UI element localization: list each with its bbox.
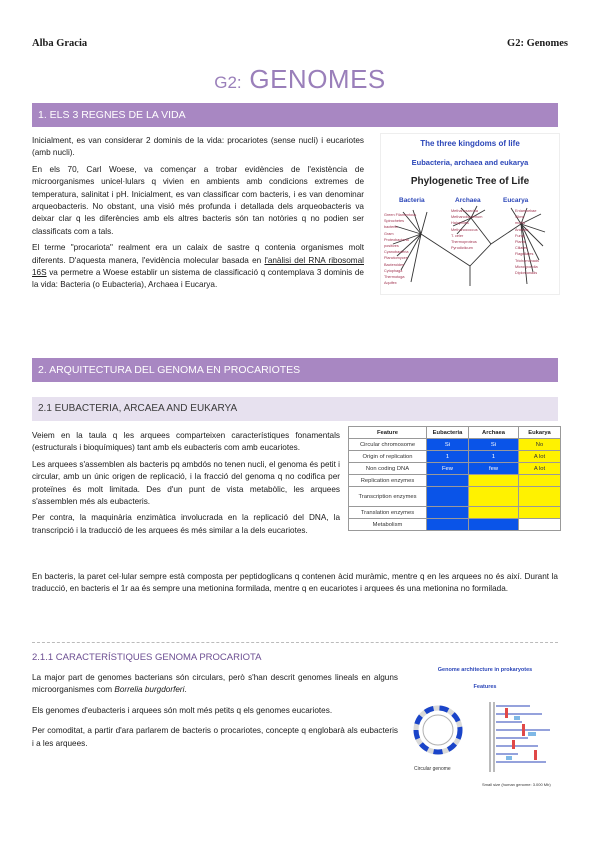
cell (427, 507, 469, 519)
cell: Non coding DNA (349, 463, 427, 475)
s2-paragraph-2: Les arquees s'assemblen als bacteris pq ambdós no tenen nucli, el genoma és petit i circular, amb un únic origen de replicació, i la fracció del genoma q no codifica per proteïnes és molt limitada. Des d'un punt de vista metabòlic, les arquees s'assemblen més als eubacteris. (32, 459, 340, 507)
taxon: Ciliates (515, 246, 528, 251)
taxon: Cyanobacteria (384, 250, 409, 255)
divider (32, 642, 558, 643)
taxon: Flagellates (515, 252, 534, 257)
cell: Origin of replication (349, 451, 427, 463)
header-topic: G2: Genomes (507, 38, 568, 49)
fig2-circular-label: Circular genome (414, 766, 451, 772)
taxon: Aquifex (384, 281, 397, 286)
section-2-text (32, 430, 340, 537)
table-row (349, 451, 561, 463)
cell: Metabolism (349, 519, 427, 531)
s1-p3-start: El terme "procariota" realment era un calaix de sastre q contenia organismes molt diferents. D'aquesta manera, l'evidència molecular basada en (32, 243, 364, 265)
taxon: molds (515, 221, 526, 226)
fig1-subtitle: Eubacteria, archaea and eukarya (411, 158, 529, 167)
taxon: Microsporidia (515, 264, 538, 269)
cell: Si (427, 439, 469, 451)
cell (427, 519, 469, 531)
bacteria-taxa (384, 212, 444, 286)
cell: Replication enzymes (349, 475, 427, 487)
cell: Few (427, 463, 469, 475)
cell: Transcription enzymes (349, 487, 427, 507)
cell: No (519, 439, 561, 451)
taxon: Proteobacteria (384, 237, 409, 242)
taxon: positives (384, 244, 399, 249)
archaea-taxa (451, 208, 495, 251)
table-row (349, 439, 561, 451)
cell: A lot (519, 463, 561, 475)
cell: A lot (519, 451, 561, 463)
taxon: Spirochetes (384, 219, 405, 224)
taxon: Diplomonads (515, 271, 538, 276)
fig1-title: The three kingdoms of life (420, 139, 520, 148)
taxon: Methanococcus (451, 227, 478, 232)
taxon: Thermoproteus (451, 240, 477, 245)
fig2-features: Features (473, 684, 497, 690)
section-2-1-1-text (32, 672, 398, 750)
section-2-1-heading: 2.1 EUBACTERIA, ARCAEA AND EUKARYA (32, 397, 558, 421)
taxon: Gram (384, 231, 394, 236)
taxon: Fungi (515, 233, 525, 238)
cell: Circular chromosome (349, 439, 427, 451)
title-main: GENOMES (249, 64, 386, 94)
s3-paragraph-3: Per comoditat, a partir d'ara parlarem de bacteris o procariotes, concepte q englobarà als eubacteris i a les arquees. (32, 726, 398, 748)
cell (469, 507, 519, 519)
s2-paragraph-4: En bacteris, la paret cel·lular sempre està composta per peptidoglicans q contenen àcid muràmic, mentre q en les arquees no és així. Durant la traducció, en bacteris el 1r aa és sempre una metionina formilada, mentre q en eucariotes i arquees és una metionina no formilada. (32, 572, 558, 594)
cell (469, 475, 519, 487)
s3-paragraph-2: Els genomes d'eubacteris i arquees són molt més petits q els genomes eucariotes. (32, 705, 333, 715)
col-header: Feature (349, 427, 427, 439)
table-row (349, 507, 561, 519)
genome-diagram (410, 688, 560, 778)
s2-paragraph-1: Veiem en la taula q les arquees comparteixen característiques fonamentals (estructurals i bioquímiques) tant amb els eubacteris com amb eucariotes. (32, 431, 340, 453)
taxon: T. celer (451, 233, 464, 238)
section-1-text (32, 135, 364, 292)
section-2-full-text (32, 571, 558, 596)
header-author: Alba Gracia (32, 38, 88, 49)
s3-p1-start: La major part de genomes bacterians són circulars, però s'han descrit genomes lineals en alguns microorganismes com (32, 673, 398, 695)
table-header-row (349, 427, 561, 439)
taxon: Methanobacterium (451, 215, 483, 220)
fig2-note: Small size (human genome: 3.000 Mb) (482, 782, 551, 787)
taxon: Halophiles (451, 221, 469, 226)
section-1-heading: 1. ELS 3 REGNES DE LA VIDA (32, 103, 558, 127)
cell (519, 475, 561, 487)
taxon: Bacteroides (384, 262, 405, 267)
cell (519, 487, 561, 507)
cell: 1 (469, 451, 519, 463)
domain-bacteria-label: Bacteria (399, 197, 425, 204)
cell: 1 (427, 451, 469, 463)
s3-p1-end: . (184, 685, 187, 695)
cell (469, 487, 519, 507)
taxon: Slime (515, 215, 525, 220)
taxon: Entamoebae (515, 209, 537, 213)
cell: Si (469, 439, 519, 451)
col-header: Archaea (469, 427, 519, 439)
rna-16s-link[interactable]: l'anàlisi del RNA ribosomal 16S (32, 255, 364, 278)
genome-architecture-figure (410, 664, 560, 794)
title-prefix: G2: (214, 73, 242, 92)
s1-p3-end: va permetre a Woese establir un sistema de classificació q contemplava 3 dominis de la vida: Bacteria (o Eubacteria), Archaea i Eucarya. (32, 268, 364, 290)
taxon: Plants (515, 240, 526, 245)
taxon: Methanosarcina (451, 209, 479, 213)
borrelia-italic: Borrelia burgdorferi (114, 685, 185, 695)
taxon: Animals (515, 227, 529, 232)
s2-paragraph-3: Per contra, la maquinària enzimàtica involucrada en la replicació del DNA, la transcripció i la traducció de les arquees és més similar a la dels eucariotes. (32, 513, 340, 535)
page-title (0, 64, 600, 95)
taxon: Cytophaga (384, 268, 403, 273)
cell (519, 519, 561, 531)
domain-archaea-label: Archaea (455, 197, 481, 204)
fig1-heading: Phylogenetic Tree of Life (410, 176, 530, 187)
section-2-1-1-heading: 2.1.1 CARACTERÍSTIQUES GENOMA PROCARIOTA (32, 652, 262, 663)
table-row (349, 519, 561, 531)
s3-paragraph-1 (32, 672, 398, 697)
cell: Translation enzymes (349, 507, 427, 519)
s1-paragraph-2: En els 70, Carl Woese, va començar a trobar evidències de l'existència de microorganismes unicel·lulars q vivien en ambients amb condicions extremes de temperatura, salinitat i pH. Inicialment, es van classificar com bacteris, i es van denominar arqueobacteris. No obstant, una visió més profunda i detallada dels arqueobacteris va deixar clar q les diferències amb els altres bacteris són tan notòries q no podien ser classificats com a tals. (32, 164, 364, 236)
comparison-table (348, 426, 561, 531)
taxon: Planctomyces (384, 256, 408, 261)
table-row (349, 475, 561, 487)
domain-eucarya-label: Eucarya (503, 197, 529, 204)
col-header: Eukarya (519, 427, 561, 439)
taxon: Pyrodicticum (451, 246, 473, 251)
table-row (349, 487, 561, 507)
s1-paragraph-1: Inicialment, es van considerar 2 dominis de la vida: procariotes (sense nucli) i eucariotes (amb nucli). (32, 136, 364, 158)
taxon: Thermotoga (384, 275, 405, 280)
table-row (349, 463, 561, 475)
phylogenetic-tree-figure (380, 133, 560, 295)
taxon: Green Filamentous (384, 213, 417, 217)
section-2-heading: 2. ARQUITECTURA DEL GENOMA EN PROCARIOTES (32, 358, 558, 382)
cell (427, 487, 469, 507)
taxon: Trichomonads (515, 258, 539, 263)
cell (519, 507, 561, 519)
taxon: bacteria (384, 225, 398, 230)
eucarya-taxa (515, 208, 559, 276)
cell: few (469, 463, 519, 475)
col-header: Eubacteria (427, 427, 469, 439)
s1-paragraph-3 (32, 242, 364, 292)
fig2-title: Genome architecture in prokaryotes (437, 667, 533, 673)
cell (427, 475, 469, 487)
cell (469, 519, 519, 531)
